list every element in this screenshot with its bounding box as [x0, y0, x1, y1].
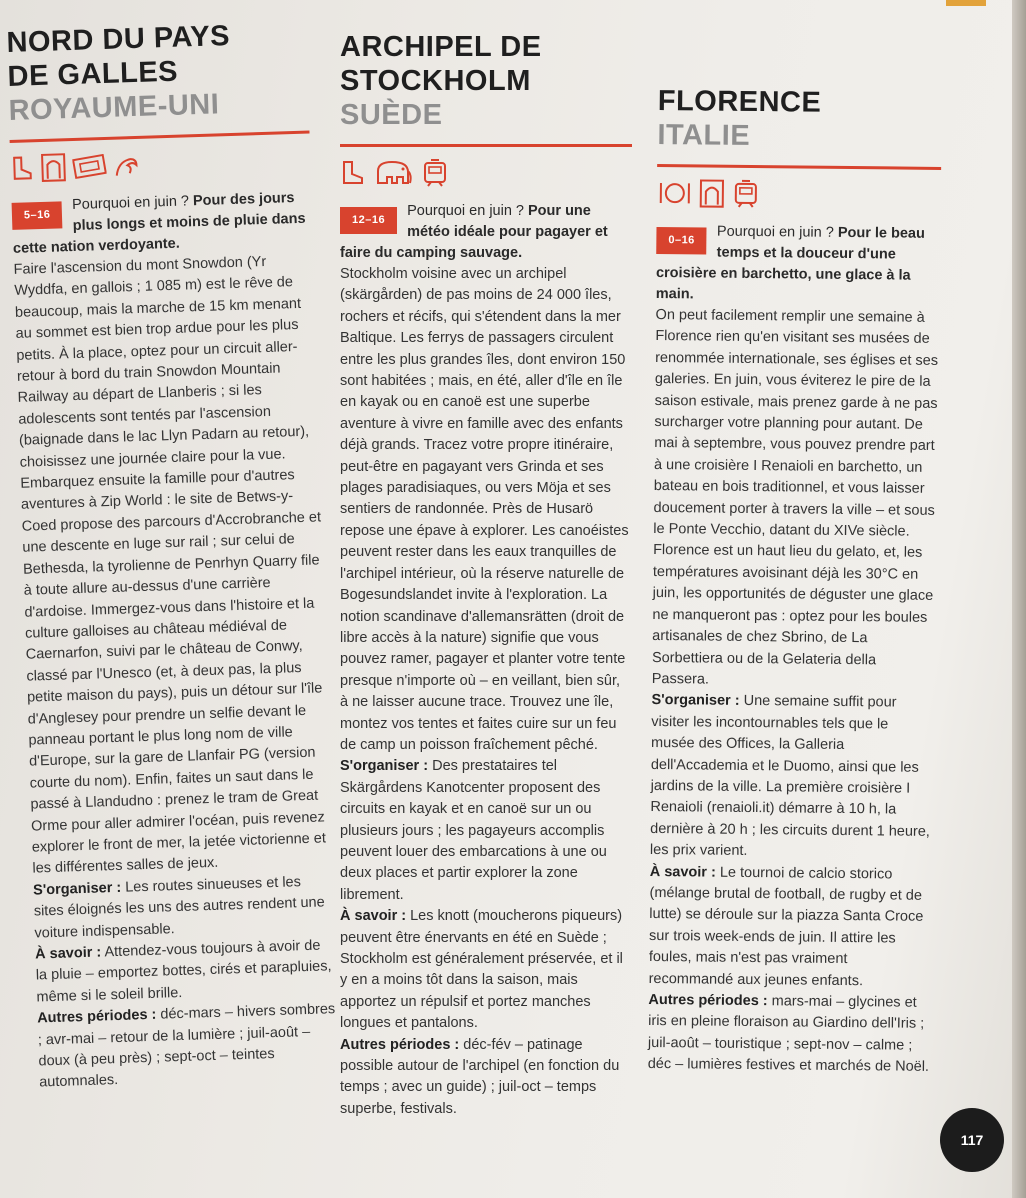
title-line: ARCHIPEL DE — [340, 31, 542, 63]
plate-icon — [657, 179, 693, 207]
castle-icon — [40, 152, 67, 183]
page-edge — [1012, 0, 1026, 1198]
savoir-paragraph — [340, 906, 632, 1034]
savoir-text: Attendez-vous toujours à avoir de la pluie – emportez bottes, cirés et parapluies, même si le soleil brille. — [35, 937, 332, 1006]
page-edge-tab — [946, 0, 986, 6]
savoir-label: À savoir : — [34, 944, 102, 963]
page-number: 117 — [940, 1108, 1004, 1172]
activity-icons — [657, 177, 941, 212]
article-body — [340, 264, 632, 1120]
painting-icon — [699, 178, 725, 208]
destination-title — [6, 17, 309, 128]
wave-icon — [112, 151, 141, 180]
age-badge: 12–16 — [340, 207, 397, 234]
intro-answer: Pour le beau temps et la douceur d'une croisière en barchetto, une glace à la main. — [655, 224, 925, 303]
body-paragraph: Faire l'ascension du mont Snowdon (Yr Wyddfa, en gallois ; 1 085 m) est le rêve de beaucoup, mais la marche de 15 km menant au sommet est bien trop ardue pour les plus petits. À la place, optez pour un circuit aller-retour à bord du train Snowdon Mountain Railway au départ de Llanberis ; si les adolescents sont tentés par l'ascension (baignade dans le lac Llyn Padarn au retour), choisissez une journée claire pour la vue. Embarquez ensuite la famille pour d'autres aventures à Zip World : le site de Betws-y-Coed propose des parcours d'Accrobranche et une descente en luge sur rail ; sur celui de Bethesda, la tyrolienne de Penrhyn Quarry file à toute allure au-dessus d'une carrière d'ardoise. Immergez-vous dans l'histoire et la culture galloises au château médiéval de Caernarfon, suivi par le château de Conwy, classé par l'Unesco (et, à deux pas, la plus petite maison du pays), puis un détour sur l'île d'Anglesey pour prendre un selfie devant le panneau portant le plus long nom de ville d'Europe, sur la gare de Llanfair PG (version courte du nom). Enfin, faites un saut dans le passé à Llandudno : prenez le tram de Great Orme pour aller admirer l'océan, puis revenez explorer le front de mer, la jetée victorienne et les différentes salles de jeux. — [13, 253, 327, 877]
destination-title — [340, 30, 632, 132]
periodes-label: Autres périodes : — [340, 1036, 460, 1053]
title-line: STOCKHOLM — [340, 65, 531, 97]
organiser-text: Les routes sinueuses et les sites éloignés les uns des autres rendent une voiture indispensable. — [33, 873, 325, 942]
country-name: ITALIE — [657, 118, 751, 152]
destination-title — [657, 84, 942, 155]
organiser-label: S'organiser : — [340, 758, 429, 775]
periodes-paragraph — [648, 990, 933, 1079]
article-body — [648, 305, 940, 1079]
elephant-icon — [374, 159, 414, 187]
periodes-paragraph — [340, 1035, 632, 1121]
savoir-paragraph — [35, 935, 337, 1009]
body-paragraph: Stockholm voisine avec un archipel (skärgården) de pas moins de 24 000 îles, rochers et récifs, qui s'étendent dans la mer Baltique. Les ferrys de passagers circulent entre les plus grandes îles, dont environ 150 sont habitées ; mais, en été, aller d'île en île en kayak ou en canoë est une superbe aventure à vivre en famille avec des enfants déjà grands. Tracez votre propre itinéraire, peut-être en pagayant vers Grinda et ses plages paradisiaques, ou vers Möja et ses sentiers de randonnée. Près de Husarö repose une épave à explorer. Les canoéistes peuvent rester dans les eaux tranquilles de l'archipel intérieur, où la réserve naturelle de Bogesundslandet invite à l'exploration. La notion scandinave d'allemansrätten (droit de libre accès à la nature) signifie que vous pouvez ramer, pagayer et planter votre tente presque n'importe où – en veillant, bien sûr, à ne laisser aucune trace. Trouvez une île, montez vos tentes et faites cuire sur un feu de camp un poisson fraîchement pêché. — [340, 266, 629, 753]
organiser-text: Des prestataires tel Skärgårdens Kanotcenter proposent des circuits en kayak et en canoë sur un ou plusieurs jours ; les pagayeurs accomplis peuvent louer des embarcations à une ou deux places et partir explorer la zone librement. — [340, 758, 607, 903]
intro-answer: Pour une météo idéale pour pagayer et faire du camping sauvage. — [340, 203, 608, 261]
organiser-paragraph — [650, 690, 936, 864]
title-line: DE GALLES — [7, 55, 179, 93]
intro-question: Pourquoi en juin ? — [71, 193, 194, 214]
destination-column-stockholm — [340, 30, 632, 1120]
country-name: SUÈDE — [340, 99, 443, 131]
intro — [340, 201, 632, 264]
title-line: FLORENCE — [657, 84, 822, 119]
intro — [11, 187, 313, 259]
intro-question: Pourquoi en juin ? — [716, 223, 838, 241]
periodes-text: mars-mai – glycines et iris en pleine floraison au Giardino dell'Iris ; juil-août – touristique ; sept-nov – calme ; déc – lumières festives et marchés de Noël. — [647, 993, 930, 1076]
destination-column-florence — [648, 84, 942, 1079]
organiser-paragraph — [340, 756, 632, 906]
intro-question: Pourquoi en juin ? — [407, 203, 529, 219]
intro — [656, 221, 941, 308]
boot-icon — [10, 155, 35, 182]
organiser-label: S'organiser : — [32, 879, 122, 899]
periodes-text: déc-mars – hivers sombres ; avr-mai – retour de la lumière ; juil-août – doux (à peu près) ; sept-oct – teintes automnales. — [37, 1001, 336, 1091]
article-body — [13, 250, 339, 1094]
tram-icon — [731, 179, 761, 209]
age-badge: 0–16 — [656, 227, 707, 255]
savoir-text: Les knott (moucherons piqueurs) peuvent être énervants en été en Suède ; Stockholm est généralement préservée, et il y en a moins tôt dans la saison, mais apportez un répulsif et portez manches longues et pantalons. — [340, 908, 623, 1032]
red-divider — [657, 164, 941, 170]
savoir-paragraph — [649, 862, 934, 993]
savoir-label: À savoir : — [649, 863, 716, 881]
destination-column-wales — [6, 17, 339, 1095]
ticket-icon — [72, 154, 107, 179]
periodes-label: Autres périodes : — [36, 1006, 157, 1027]
intro-answer: Pour des jours plus longs et moins de pluie dans cette nation verdoyante. — [12, 190, 306, 257]
age-badge: 5–16 — [12, 201, 63, 230]
periodes-label: Autres périodes : — [648, 991, 768, 1010]
body-paragraph: On peut facilement remplir une semaine à Florence rien qu'en visitant ses musées de renommée internationale, ses églises et ses galeries. En juin, vous éviterez le pire de la saison estivale, mais prenez garde à ne pas surcharger votre planning pour autant. De mai à septembre, vous pouvez prendre part à une croisière I Renaioli en barchetto, un bateau en bois traditionnel, et vous laisser doucement porter à travers la ville – et sous le Ponte Vecchio, datant du XIVe siècle. Florence est un haut lieu du gelato, et, les températures avoisinant déjà les 30°C en juin, les opportunités de déguster une glace ne manqueront pas : optez pour les boules artisanales de chez Sbrino, de La Sorbettiera ou de la Gelateria della Passera. — [651, 306, 939, 688]
activity-icons — [10, 144, 311, 185]
boot-icon — [340, 160, 368, 186]
organiser-paragraph — [33, 871, 335, 945]
savoir-text: Le tournoi de calcio storico (mélange brutal de football, de rugby et de lutte) se déroule sur la piazza Santa Croce sur trois week-ends de juin. Il attire les foules, mais n'est pas vraiment recommandé aux jeunes enfants. — [648, 864, 924, 989]
country-name: ROYAUME-UNI — [8, 88, 220, 127]
savoir-label: À savoir : — [340, 908, 407, 925]
red-divider — [340, 144, 632, 147]
title-line: NORD DU PAYS — [6, 19, 231, 59]
tram-icon — [420, 158, 450, 188]
periodes-text: déc-fév – patinage possible autour de l'archipel (en fonction du temps ; avec un guide) ; juil-oct – temps superbe, festivals. — [340, 1036, 620, 1117]
periodes-paragraph — [37, 999, 340, 1094]
activity-icons — [340, 157, 632, 189]
red-divider — [10, 131, 310, 143]
organiser-text: Une semaine suffit pour visiter les incontournables tels que le musée des Offices, la Galleria dell'Accademia et le Duomo, ainsi que les jardins de la ville. La première croisière I Renaioli (renaioli.it) démarre à 10 h, la dernière à 20 h ; les circuits durent 1 heure, les prix varient. — [649, 693, 930, 860]
organiser-label: S'organiser : — [651, 692, 740, 710]
